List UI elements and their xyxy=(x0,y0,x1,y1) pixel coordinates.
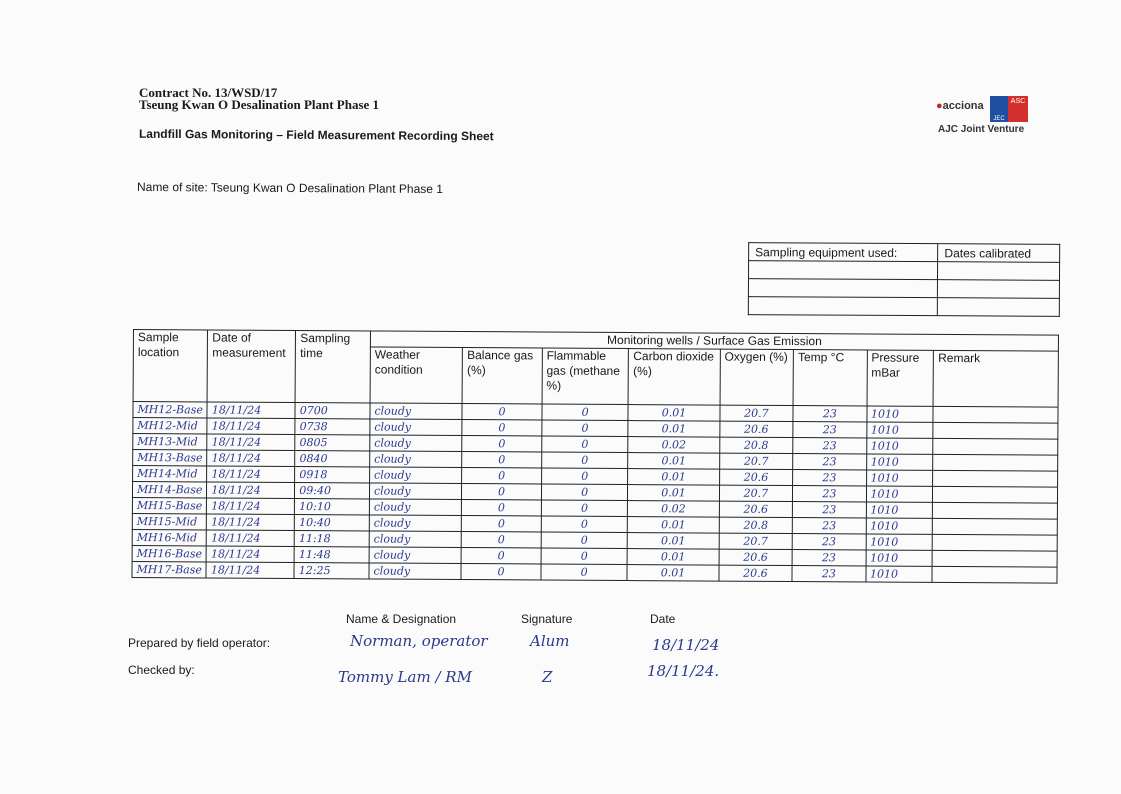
cell-weather[interactable]: cloudy xyxy=(369,483,461,500)
cell-temp[interactable]: 23 xyxy=(793,470,866,486)
cell-temp[interactable]: 23 xyxy=(793,502,866,518)
cell-date[interactable]: 18/11/24 xyxy=(207,530,295,547)
prepared-name: Norman, operator xyxy=(350,632,488,650)
col-flammable-gas: Flammable gas (methane %) xyxy=(542,348,629,405)
col-oxygen: Oxygen (%) xyxy=(720,349,794,405)
cell-pressure[interactable]: 1010 xyxy=(866,534,933,550)
col-pressure: Pressure mBar xyxy=(867,350,934,406)
contract-number: Contract No. 13/WSD/17 xyxy=(139,85,278,100)
cell-flammable[interactable]: 0 xyxy=(541,500,628,517)
cell-co2[interactable]: 0.02 xyxy=(628,501,719,518)
col-carbon-dioxide: Carbon dioxide (%) xyxy=(628,349,720,406)
cell-oxygen[interactable]: 20.7 xyxy=(719,485,793,501)
equipment-cell[interactable] xyxy=(749,261,938,280)
cell-time[interactable]: 11:48 xyxy=(294,546,369,562)
cell-balance[interactable]: 0 xyxy=(462,404,542,420)
cell-location[interactable]: MH17-Base xyxy=(132,561,206,577)
cell-oxygen[interactable]: 20.6 xyxy=(719,469,793,485)
col-date: Date of measurement xyxy=(207,330,295,403)
cell-pressure[interactable]: 1010 xyxy=(866,502,933,518)
cell-weather[interactable]: cloudy xyxy=(370,435,462,452)
cell-temp[interactable]: 23 xyxy=(792,566,865,582)
cell-pressure[interactable]: 1010 xyxy=(866,422,933,438)
cell-temp[interactable]: 23 xyxy=(793,438,866,454)
cell-co2[interactable]: 0.01 xyxy=(628,421,719,438)
site-name: Name of site: Tseung Kwan O Desalination Plant Phase 1 xyxy=(136,179,443,197)
acciona-logo-text: ●acciona xyxy=(936,100,984,112)
cell-date[interactable]: 18/11/24 xyxy=(207,402,295,419)
cell-time[interactable]: 09:40 xyxy=(295,482,370,498)
cell-co2[interactable]: 0.01 xyxy=(628,533,719,550)
cell-time[interactable]: 0840 xyxy=(295,450,370,466)
cell-temp[interactable]: 23 xyxy=(793,486,866,502)
cell-oxygen[interactable]: 20.6 xyxy=(719,565,793,581)
cell-remark[interactable] xyxy=(933,518,1058,535)
dates-calibrated-header: Dates calibrated xyxy=(938,244,1060,263)
cell-balance[interactable]: 0 xyxy=(462,484,542,500)
cell-balance[interactable]: 0 xyxy=(461,548,541,564)
cell-flammable[interactable]: 0 xyxy=(542,420,629,437)
cell-remark[interactable] xyxy=(933,438,1058,455)
checked-name: Tommy Lam / RM xyxy=(338,668,472,686)
cell-time[interactable]: 0738 xyxy=(295,418,370,434)
cell-pressure[interactable]: 1010 xyxy=(866,454,933,470)
cell-co2[interactable]: 0.01 xyxy=(628,405,719,422)
cell-balance[interactable]: 0 xyxy=(462,468,542,484)
cell-date[interactable]: 18/11/24 xyxy=(207,434,295,451)
cell-pressure[interactable]: 1010 xyxy=(866,470,933,486)
prepared-date: 18/11/24 xyxy=(652,636,720,654)
cell-date[interactable]: 18/11/24 xyxy=(207,418,295,435)
cell-balance[interactable]: 0 xyxy=(461,564,541,580)
col-group-monitoring: Monitoring wells / Surface Gas Emission xyxy=(370,331,1058,351)
equipment-cell[interactable] xyxy=(748,279,937,298)
cell-location[interactable]: MH14-Base xyxy=(132,482,206,498)
dates-cell[interactable] xyxy=(938,298,1060,317)
cell-oxygen[interactable]: 20.6 xyxy=(719,501,793,517)
cell-weather[interactable]: cloudy xyxy=(370,451,462,468)
cell-time[interactable]: 10:40 xyxy=(295,514,370,530)
cell-weather[interactable]: cloudy xyxy=(370,467,462,484)
cell-location[interactable]: MH15-Mid xyxy=(132,513,206,529)
measurement-table xyxy=(131,329,1059,584)
cell-date[interactable]: 18/11/24 xyxy=(207,514,295,531)
cell-remark[interactable] xyxy=(932,550,1057,567)
cell-temp[interactable]: 23 xyxy=(792,550,865,566)
cell-remark[interactable] xyxy=(932,534,1057,551)
cell-co2[interactable]: 0.01 xyxy=(628,469,719,486)
cell-weather[interactable]: cloudy xyxy=(369,499,461,516)
cell-pressure[interactable]: 1010 xyxy=(865,566,932,582)
cell-pressure[interactable]: 1010 xyxy=(866,518,933,534)
cell-remark[interactable] xyxy=(932,566,1057,583)
cell-location[interactable]: MH13-Mid xyxy=(133,434,207,450)
prepared-signature: Alum xyxy=(530,632,570,650)
cell-time[interactable]: 0700 xyxy=(295,402,370,418)
col-sample-location: Sample location xyxy=(133,330,208,402)
cell-remark[interactable] xyxy=(933,406,1058,423)
cell-temp[interactable]: 23 xyxy=(792,534,865,550)
checked-by-label: Checked by: xyxy=(128,663,195,677)
cell-remark[interactable] xyxy=(933,470,1058,487)
cell-date[interactable]: 18/11/24 xyxy=(206,562,294,579)
cell-date[interactable]: 18/11/24 xyxy=(207,482,295,499)
cell-temp[interactable]: 23 xyxy=(793,422,866,438)
cell-balance[interactable]: 0 xyxy=(462,500,542,516)
cell-weather[interactable]: cloudy xyxy=(369,563,461,580)
cell-remark[interactable] xyxy=(933,486,1058,503)
prepared-by-label: Prepared by field operator: xyxy=(128,636,271,650)
checked-date: 18/11/24. xyxy=(647,662,720,680)
cell-pressure[interactable]: 1010 xyxy=(866,550,933,566)
cell-flammable[interactable]: 0 xyxy=(541,452,628,469)
sheet-title: Landfill Gas Monitoring – Field Measurement Recording Sheet xyxy=(138,126,494,144)
col-remark: Remark xyxy=(933,350,1058,407)
cell-date[interactable]: 18/11/24 xyxy=(206,546,294,563)
cell-co2[interactable]: 0.01 xyxy=(628,517,719,534)
cell-flammable[interactable]: 0 xyxy=(541,564,628,581)
jec-logo-block: JEC xyxy=(990,96,1008,122)
cell-oxygen[interactable]: 20.7 xyxy=(720,405,794,421)
cell-time[interactable]: 10:10 xyxy=(295,498,370,514)
dates-cell[interactable] xyxy=(938,262,1060,281)
cell-co2[interactable]: 0.01 xyxy=(628,453,719,470)
cell-balance[interactable]: 0 xyxy=(462,420,542,436)
cell-flammable[interactable]: 0 xyxy=(542,404,629,421)
cell-pressure[interactable]: 1010 xyxy=(866,406,933,422)
cell-remark[interactable] xyxy=(933,502,1058,519)
cell-pressure[interactable]: 1010 xyxy=(866,438,933,454)
cell-oxygen[interactable]: 20.8 xyxy=(719,437,793,453)
date-header: Date xyxy=(650,612,676,626)
cell-location[interactable]: MH12-Mid xyxy=(133,418,207,434)
cell-weather[interactable]: cloudy xyxy=(369,547,461,564)
cell-oxygen[interactable]: 20.7 xyxy=(719,453,793,469)
cell-balance[interactable]: 0 xyxy=(462,516,542,532)
cell-pressure[interactable]: 1010 xyxy=(866,486,933,502)
cell-flammable[interactable]: 0 xyxy=(541,516,628,533)
cell-oxygen[interactable]: 20.6 xyxy=(719,421,793,437)
cell-flammable[interactable]: 0 xyxy=(541,468,628,485)
cell-flammable[interactable]: 0 xyxy=(541,532,628,549)
company-logo xyxy=(934,96,1034,140)
cell-weather[interactable]: cloudy xyxy=(370,419,462,436)
cell-balance[interactable]: 0 xyxy=(462,436,542,452)
signature-header: Signature xyxy=(521,612,573,626)
equipment-table xyxy=(748,242,1060,317)
asc-logo-block: ASC xyxy=(1008,96,1028,122)
cell-date[interactable]: 18/11/24 xyxy=(207,450,295,467)
cell-oxygen[interactable]: 20.6 xyxy=(719,549,793,565)
cell-co2[interactable]: 0.01 xyxy=(628,549,719,566)
cell-time[interactable]: 12:25 xyxy=(294,562,369,578)
cell-remark[interactable] xyxy=(933,422,1058,439)
checked-signature: Z xyxy=(542,668,553,686)
cell-balance[interactable]: 0 xyxy=(461,532,541,548)
cell-time[interactable]: 0805 xyxy=(295,434,370,450)
cell-location[interactable]: MH15-Base xyxy=(132,497,206,513)
cell-date[interactable]: 18/11/24 xyxy=(207,498,295,515)
cell-temp[interactable]: 23 xyxy=(792,518,865,534)
cell-co2[interactable]: 0.02 xyxy=(628,437,719,454)
equipment-header: Sampling equipment used: xyxy=(749,243,938,262)
project-name: Tseung Kwan O Desalination Plant Phase 1 xyxy=(139,97,380,112)
cell-location[interactable]: MH13-Base xyxy=(133,450,207,466)
cell-weather[interactable]: cloudy xyxy=(370,403,462,420)
cell-co2[interactable]: 0.01 xyxy=(627,565,718,582)
cell-location[interactable]: MH16-Base xyxy=(132,545,206,561)
cell-balance[interactable]: 0 xyxy=(462,452,542,468)
cell-time[interactable]: 11:18 xyxy=(294,530,369,546)
cell-temp[interactable]: 23 xyxy=(793,406,866,422)
col-balance-gas: Balance gas (%) xyxy=(462,348,542,404)
cell-co2[interactable]: 0.01 xyxy=(628,485,719,502)
dates-cell[interactable] xyxy=(938,280,1060,299)
cell-oxygen[interactable]: 20.8 xyxy=(719,517,793,533)
name-designation-header: Name & Designation xyxy=(346,612,457,626)
cell-flammable[interactable]: 0 xyxy=(541,548,628,565)
col-sampling-time: Sampling time xyxy=(295,330,370,402)
cell-temp[interactable]: 23 xyxy=(793,454,866,470)
col-temp: Temp °C xyxy=(793,350,867,406)
cell-location[interactable]: MH14-Mid xyxy=(133,466,207,482)
joint-venture-label: AJC Joint Venture xyxy=(938,124,1025,135)
cell-oxygen[interactable]: 20.7 xyxy=(719,533,793,549)
col-weather: Weather condition xyxy=(370,347,463,404)
cell-date[interactable]: 18/11/24 xyxy=(207,466,295,483)
equipment-cell[interactable] xyxy=(748,297,937,316)
cell-location[interactable]: MH16-Mid xyxy=(132,529,206,545)
cell-weather[interactable]: cloudy xyxy=(369,515,461,532)
cell-time[interactable]: 0918 xyxy=(295,466,370,482)
cell-flammable[interactable]: 0 xyxy=(542,436,629,453)
cell-weather[interactable]: cloudy xyxy=(369,531,461,548)
cell-remark[interactable] xyxy=(933,454,1058,471)
cell-location[interactable]: MH12-Base xyxy=(133,402,207,418)
cell-flammable[interactable]: 0 xyxy=(541,484,628,501)
